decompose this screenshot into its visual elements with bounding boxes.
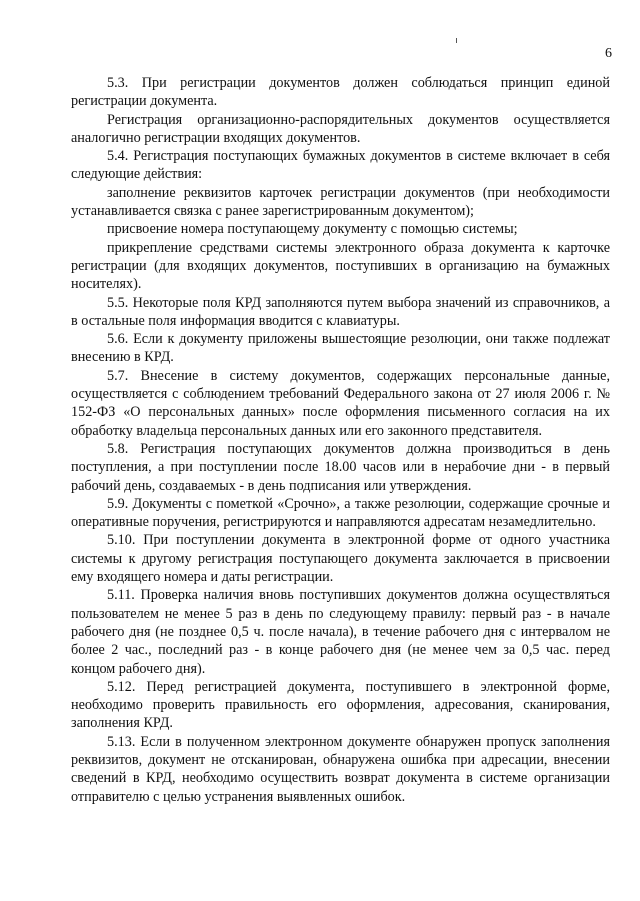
paragraph-5-8: 5.8. Регистрация поступающих документов должна производиться в день поступления, а при поступлении после 18.00 часов или в нерабочие дни - в первый рабочий день, создаваемых - в день подписания или утверждения. [71,440,610,494]
paragraph-5-6: 5.6. Если к документу приложены вышестоящие резолюции, они также подлежат внесению в КРД. [71,331,610,366]
document-body [71,74,610,806]
paragraph-5-11: 5.11. Проверка наличия вновь поступивших документов должна осуществляться пользователем не менее 5 раз в день по следующему правилу: первый раз - в начале рабочего дня (не позднее 0,5 ч. после начала), в течение рабочего дня с интервалом не более 2 час., последний раз - в конце рабочего дня (не менее чем за 0,5 час. перед концом рабочего дня). [71,587,610,677]
list-item-assign-number: присвоение номера поступающему документу с помощью системы; [107,221,518,238]
paragraph-5-10: 5.10. При поступлении документа в электронной форме от одного участника системы к другому регистрация поступающего документа заключается в присвоении ему входящего номера и даты регистрации. [71,532,610,586]
paragraph-5-5: 5.5. Некоторые поля КРД заполняются путем выбора значений из справочников, а в остальные поля информация вводится с клавиатуры. [71,294,610,329]
paragraph-5-13: 5.13. Если в полученном электронном документе обнаружен пропуск заполнения реквизитов, документ не отсканирован, обнаружена ошибка при адресации, внесении сведений в КРД, необходимо осуществить возврат документа в системе организации отправителю с целью устранения выявленных ошибок. [71,733,610,805]
paragraph-5-12: 5.12. Перед регистрацией документа, поступившего в электронной форме, необходимо проверить правильность его оформления, адресования, сканирования, заполнения КРД. [71,678,610,732]
list-item-fill-requisites: заполнение реквизитов карточек регистрации документов (при необходимости устанавливается связка с ранее зарегистрированным документом); [71,184,610,220]
scan-speck [456,38,457,43]
paragraph-5-7: 5.7. Внесение в систему документов, содержащих персональные данные, осуществляется с соблюдением требований Федерального закона от 27 июля 2006 г. № 152-ФЗ «О персональных данных» после оформления письменного согласия на их обработку владельца персональных данных или его законного представителя. [71,367,610,439]
paragraph-5-3: 5.3. При регистрации документов должен соблюдаться принцип единой регистрации документа. [71,75,610,110]
paragraph-5-4: 5.4. Регистрация поступающих бумажных документов в системе включает в себя следующие действия: [71,148,610,183]
page-number: 6 [605,46,612,61]
list-item-attach-image: прикрепление средствами системы электронного образа документа к карточке регистрации (для входящих документов, поступивших в организацию на бумажных носителях). [71,239,610,293]
paragraph-registration-ord: Регистрация организационно-распорядительных документов осуществляется аналогично регистрации входящих документов. [71,111,610,146]
paragraph-5-9: 5.9. Документы с пометкой «Срочно», а также резолюции, содержащие срочные и оперативные поручения, регистрируются и направляются адресатам незамедлительно. [71,495,610,531]
